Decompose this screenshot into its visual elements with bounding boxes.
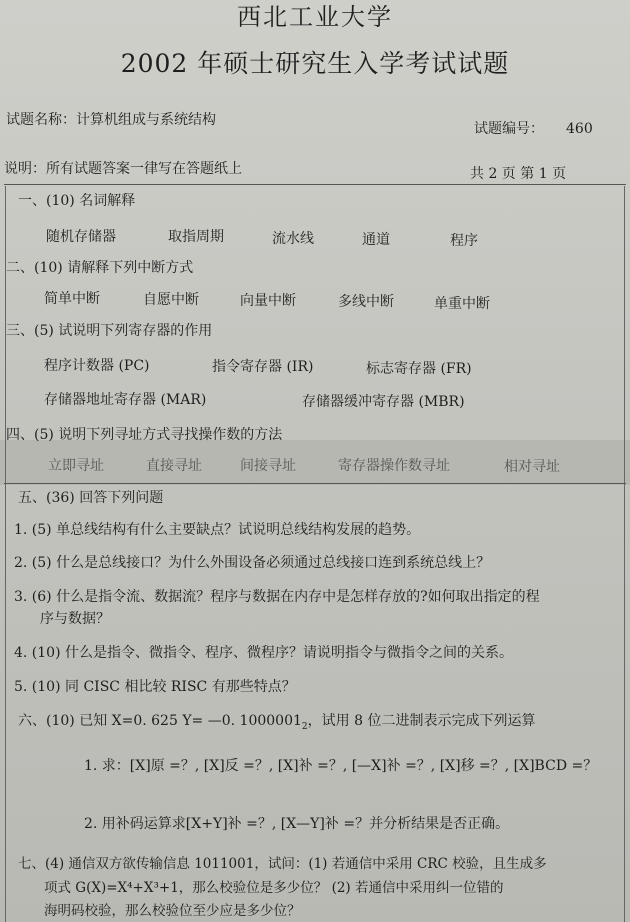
page-info: 共 2 页 第 1 页	[470, 166, 567, 182]
term-item: 自愿中断	[143, 292, 199, 308]
section-7-line3: 海明码校验，那么校验位至少应是多少位？	[44, 903, 301, 919]
header-divider	[4, 184, 626, 185]
term-item: 向量中断	[240, 293, 296, 309]
term-item: 通道	[362, 232, 390, 248]
binary-subscript: 2	[301, 721, 308, 732]
section-5-heading: 五、(36) 回答下列问题	[18, 490, 164, 506]
section-6-sub1: 1. 求：[X]原 =？, [X]反 =？, [X]补 =？, [—X]补 =？, [X]移 =？, [X]BCD =？	[84, 758, 598, 774]
section-6-heading-text: 六、(10) 已知 X=0. 625 Y= —0. 1000001	[18, 713, 302, 729]
term-item: 寄存器操作数寻址	[338, 458, 450, 474]
question-line: 5. (10) 同 CISC 相比较 RISC 有那些特点？	[14, 679, 296, 695]
question-line: 2. (5) 什么是总线接口？为什么外围设备必须通过总线接口连到系统总线上？	[14, 555, 491, 571]
section-6-sub2: 2. 用补码运算求[X+Y]补 =？, [X—Y]补 =？并分析结果是否正确。	[84, 816, 510, 832]
university-name: 西北工业大学	[237, 3, 393, 31]
term-item: 流水线	[272, 231, 314, 247]
term-item: 程序	[450, 233, 478, 249]
section-1-heading: 一、(10) 名词解释	[18, 193, 136, 209]
section-3-heading: 三、(5) 试说明下列寄存器的作用	[6, 323, 213, 339]
term-item: 直接寻址	[146, 458, 202, 474]
question-line: 序与数据？	[40, 611, 110, 627]
section-6-heading-tail: ，试用 8 位二进制表示完成下列运算	[307, 713, 536, 729]
term-item: 简单中断	[44, 291, 100, 307]
term-item: 指令寄存器 (IR)	[212, 359, 314, 375]
term-item: 程序计数器 (PC)	[44, 358, 150, 374]
term-item: 存储器缓冲寄存器 (MBR)	[302, 394, 465, 410]
subject-label: 试题名称：计算机组成与系统结构	[6, 112, 216, 128]
term-item: 单重中断	[434, 296, 490, 312]
term-item: 间接寻址	[240, 458, 296, 474]
question-line: 3. (6) 什么是指令流、数据流？程序与数据在内存中是怎样存放的?如何取出指定的程	[14, 589, 540, 605]
section-4-heading: 四、(5) 说明下列寻址方式寻找操作数的方法	[6, 427, 283, 443]
question-line: 1. (5) 单总线结构有什么主要缺点？试说明总线结构发展的趋势。	[14, 522, 421, 538]
instruction-text: 说明：所有试题答案一律写在答题纸上	[4, 161, 242, 177]
section-divider	[4, 483, 626, 484]
term-item: 随机存储器	[46, 229, 116, 245]
term-item: 相对寻址	[504, 459, 560, 475]
section-7-line1: 七、(4) 通信双方欲传输信息 1011001，试问：(1) 若通信中采用 CRC 校验，且生成多	[18, 856, 547, 872]
term-item: 存储器地址寄存器 (MAR)	[44, 392, 207, 408]
question-line: 4. (10) 什么是指令、微指令、程序、微程序？请说明指令与微指令之间的关系。	[14, 645, 513, 661]
exam-title: 2002 年硕士研究生入学考试试题	[120, 49, 510, 78]
term-item: 立即寻址	[48, 458, 104, 474]
code-value: 460	[566, 121, 593, 137]
code-label: 试题编号：	[474, 121, 544, 137]
right-border	[624, 186, 625, 922]
term-item: 多线中断	[338, 294, 394, 310]
term-item: 标志寄存器 (FR)	[366, 361, 472, 377]
left-border	[5, 186, 6, 922]
term-item: 取指周期	[168, 229, 224, 245]
section-2-heading: 二、(10) 请解释下列中断方式	[6, 260, 194, 276]
section-6-heading	[18, 712, 535, 736]
section-7-line2: 项式 G(X)=X⁴+X³+1，那么校验位是多少位？ (2) 若通信中采用纠一位错的	[44, 880, 504, 896]
